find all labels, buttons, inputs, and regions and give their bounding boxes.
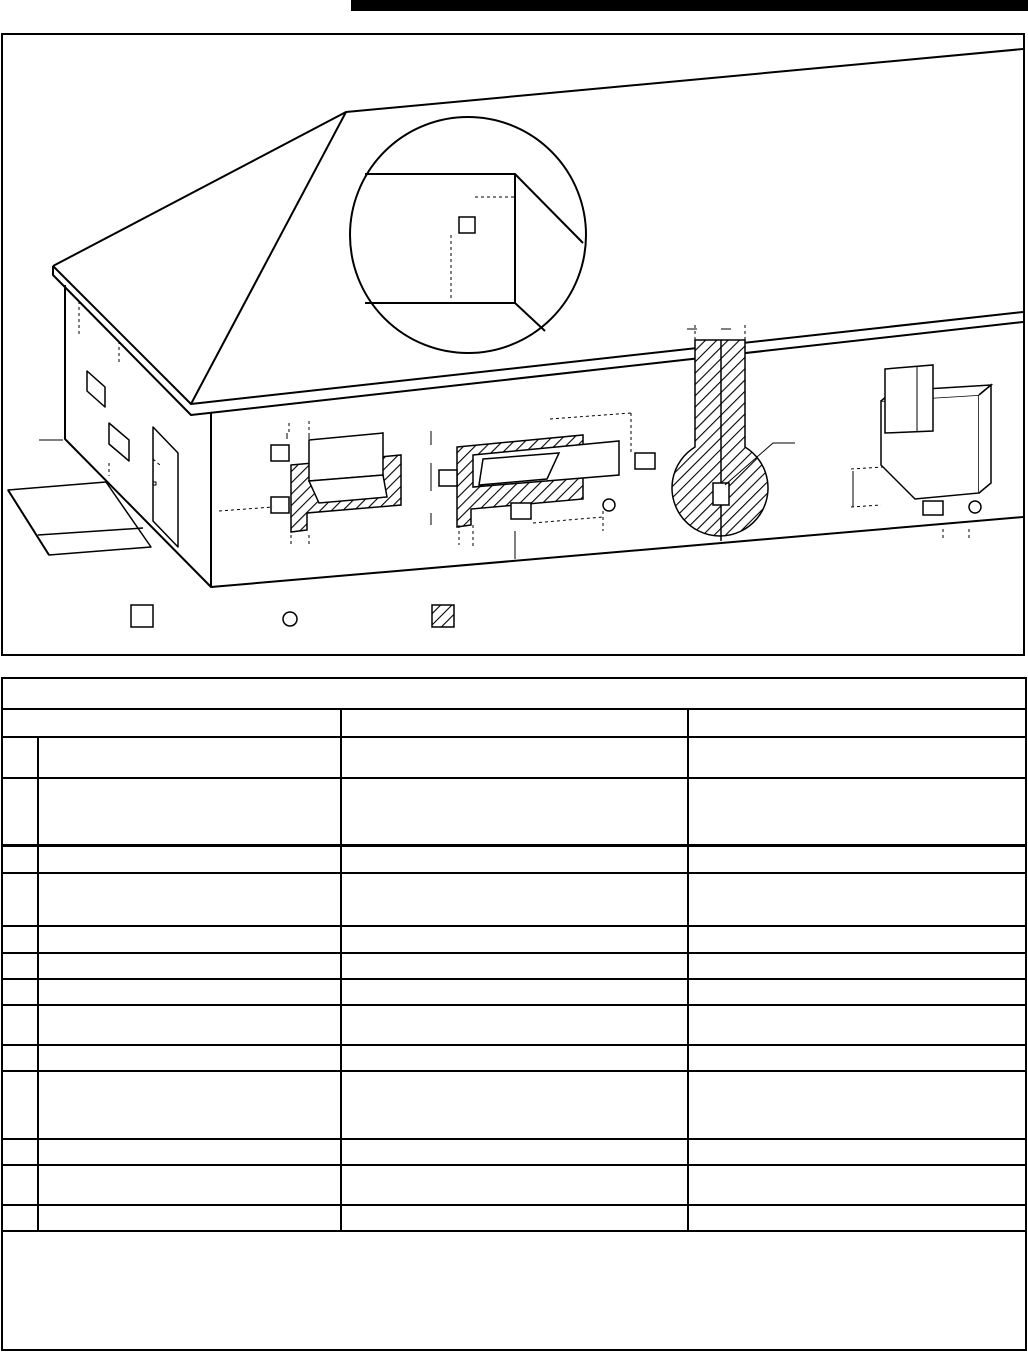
circle-outline-icon [283,612,297,626]
row-number [3,1206,39,1230]
house-illustration [3,35,1023,654]
detail-magnifier [350,117,586,353]
table-cell [342,1206,689,1230]
table-cell [689,1166,1025,1204]
row-number [3,874,39,925]
vent-clearance-figure [1,33,1025,656]
header-cell [689,710,1025,736]
table-row [3,954,1025,980]
table-cell [39,874,342,925]
row-number [3,927,39,952]
table-row [3,847,1025,874]
table-cell [689,738,1025,777]
table-cell [689,954,1025,978]
table-cell [39,1166,342,1204]
table-cell [689,1006,1025,1044]
table-cell [39,1006,342,1044]
table-cell [39,927,342,952]
table-row [3,738,1025,779]
header-cell [342,710,689,736]
table-cell [342,779,689,844]
row-number [3,1046,39,1070]
header-cell [3,710,342,736]
table-cell [342,1166,689,1204]
table-cell [342,954,689,978]
table-cell [342,738,689,777]
row-number [3,1140,39,1164]
row-number [3,738,39,777]
table-cell [342,1006,689,1044]
table-cell [689,847,1025,872]
row-number [3,1166,39,1204]
table-cell [39,779,342,844]
table-cell [342,1072,689,1138]
table-notes [3,1230,1025,1349]
table-cell [342,847,689,872]
table-cell [689,927,1025,952]
table-row [3,980,1025,1006]
table-row [3,927,1025,954]
table-cell [342,874,689,925]
table-row [3,1006,1025,1046]
clearance-table [1,677,1027,1351]
table-row [3,1166,1025,1206]
table-row [3,874,1025,927]
table-cell [39,738,342,777]
row-number [3,779,39,844]
table-cell [689,1206,1025,1230]
table-body [3,738,1025,1232]
row-number [3,847,39,872]
table-cell [342,1140,689,1164]
table-cell [39,847,342,872]
table-row [3,779,1025,847]
row-number [3,1006,39,1044]
row-number [3,980,39,1004]
table-cell [39,980,342,1004]
row-number [3,1072,39,1138]
table-cell [689,874,1025,925]
table-cell [689,779,1025,844]
table-row [3,1140,1025,1166]
table-cell [39,1072,342,1138]
table-cell [689,980,1025,1004]
table-cell [689,1072,1025,1138]
square-outline-icon [131,605,153,627]
table-row [3,1072,1025,1140]
table-cell [689,1140,1025,1164]
table-row [3,1206,1025,1232]
table-cell [39,954,342,978]
table-cell [342,1046,689,1070]
hatched-square-icon [432,605,454,627]
table-cell [39,1140,342,1164]
table-cell [342,980,689,1004]
table-cell [342,927,689,952]
table-row [3,1046,1025,1072]
table-cell [689,1046,1025,1070]
table-cell [39,1206,342,1230]
header-black-bar [351,0,1028,11]
row-number [3,954,39,978]
table-title [3,679,1025,710]
table-cell [39,1046,342,1070]
table-header-row [3,710,1025,738]
